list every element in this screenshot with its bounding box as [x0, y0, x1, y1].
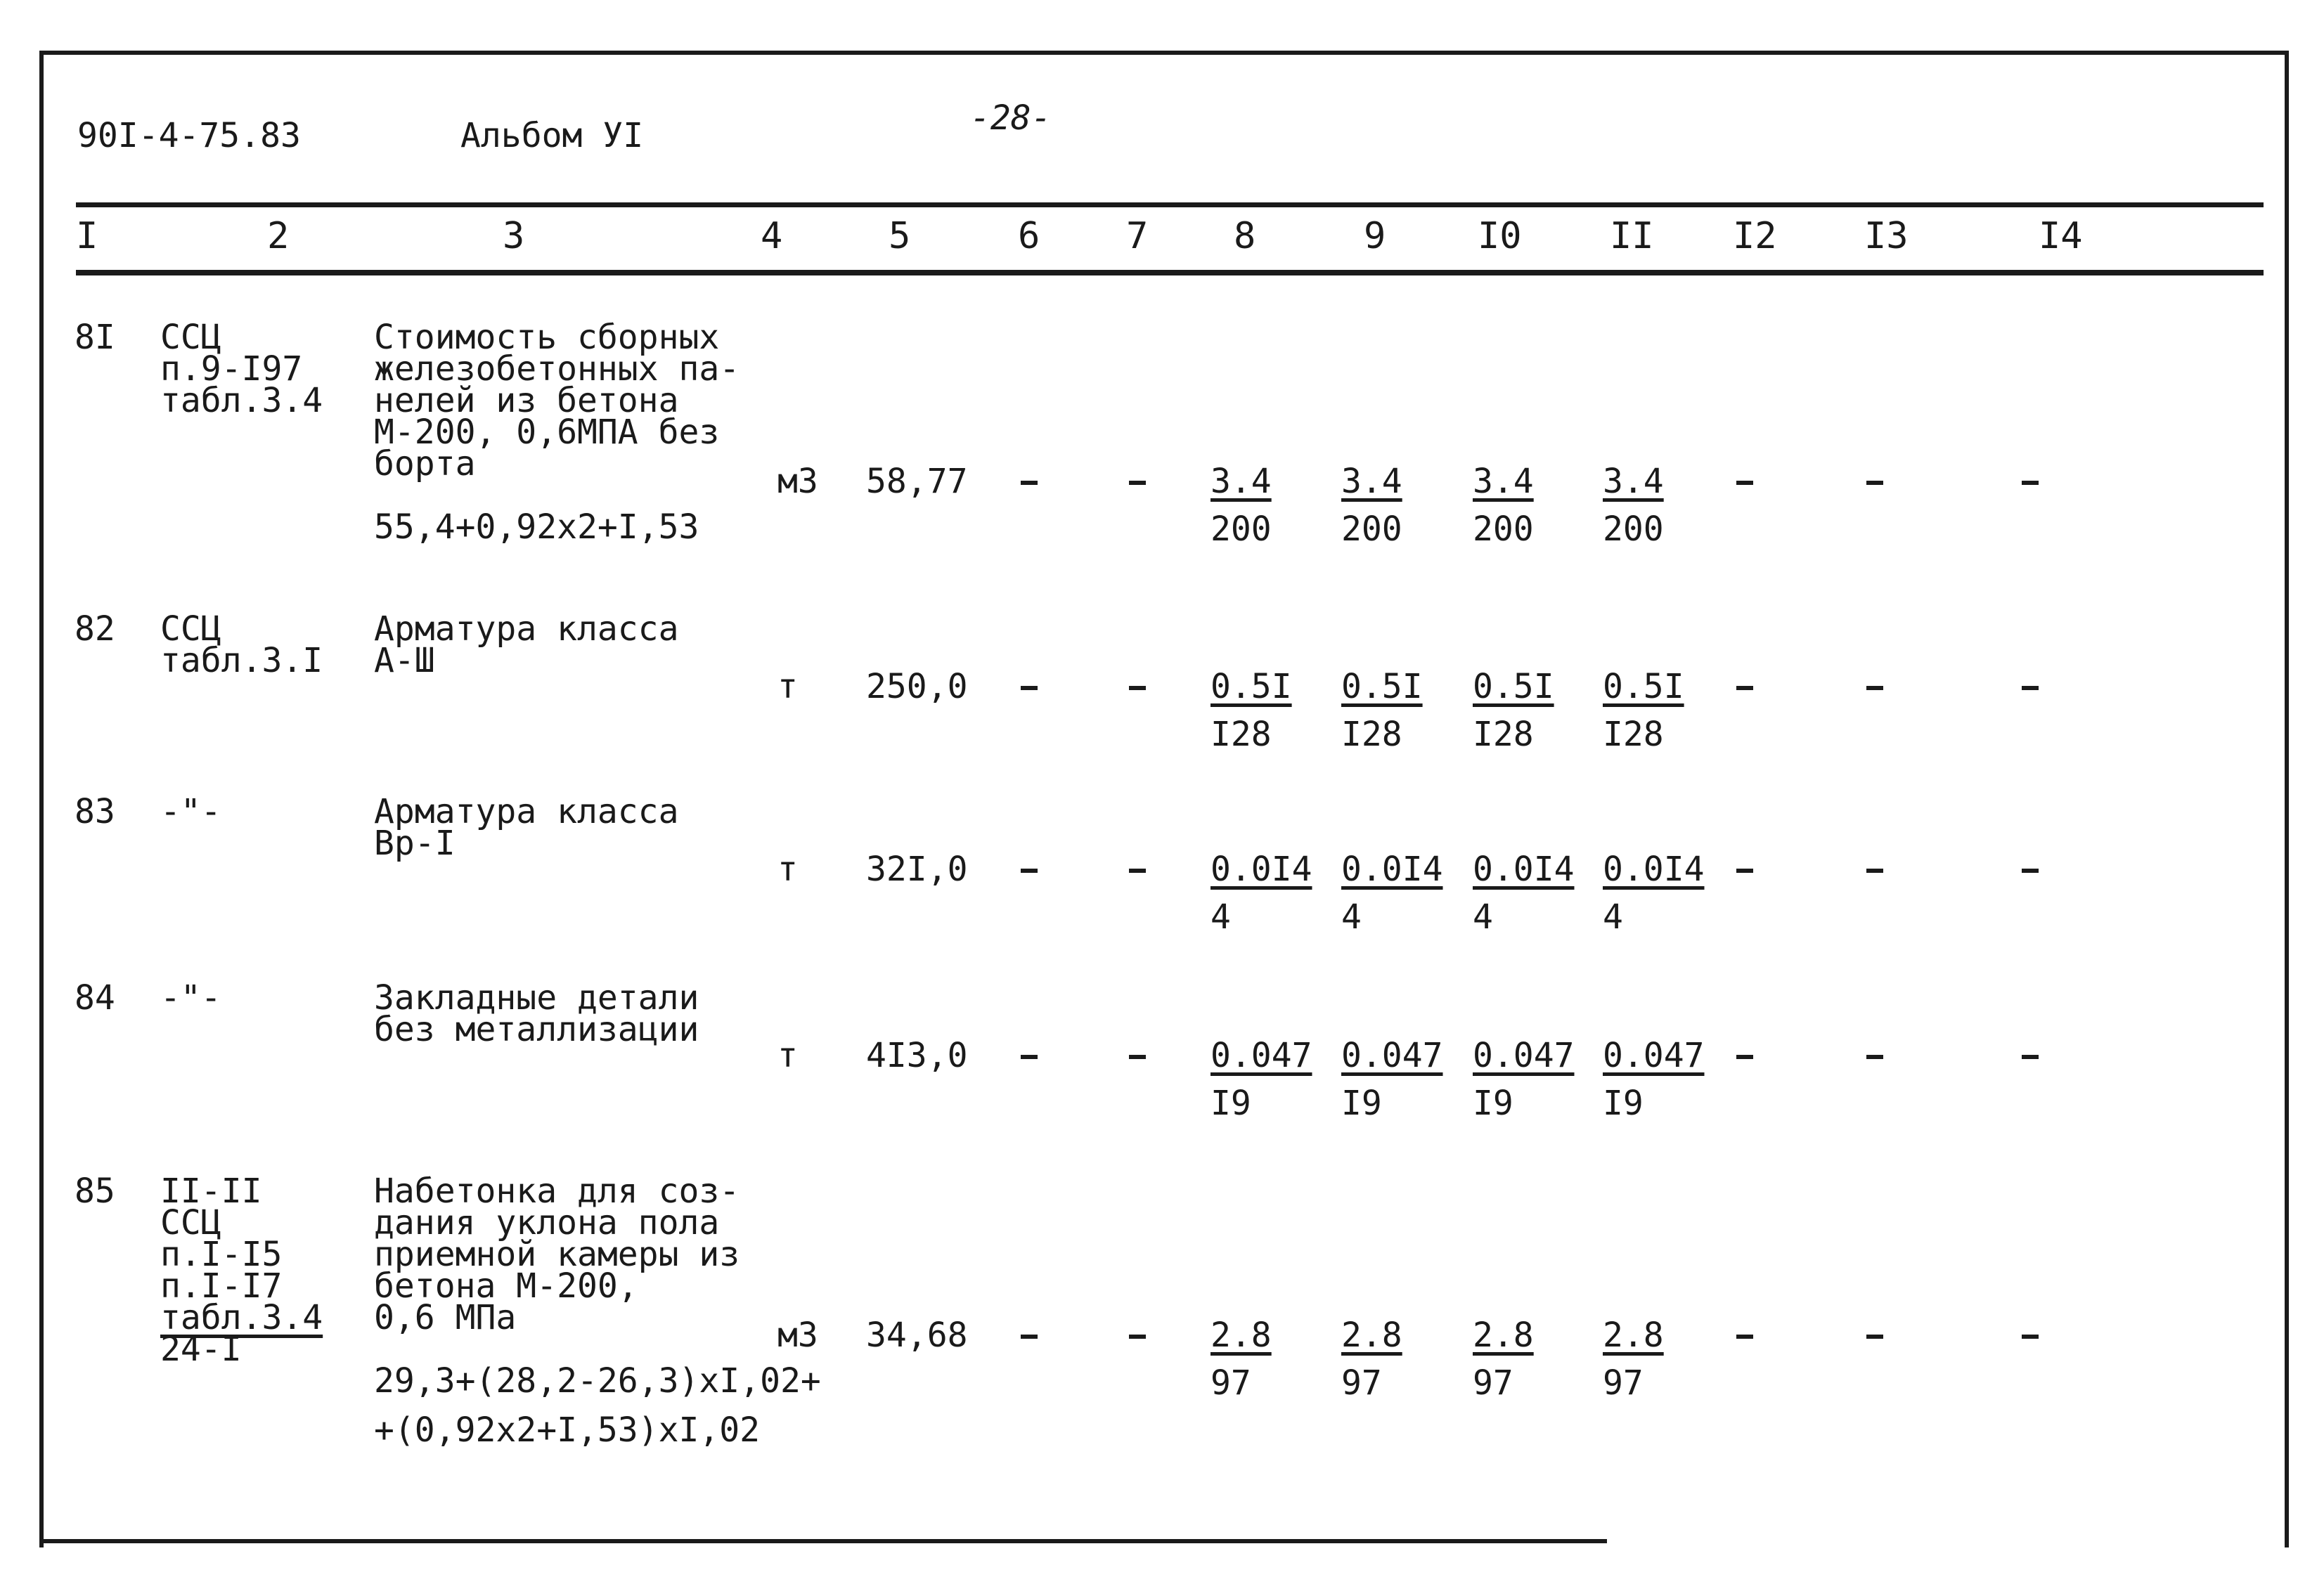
formula-line: 55,4+0,92x2+I,53 — [374, 507, 699, 547]
empty-cell-dash — [2022, 1055, 2039, 1059]
col-header-12: I2 — [1733, 215, 1777, 257]
price-cell: 4I3,0 — [866, 1036, 968, 1075]
value-bottom: I28 — [1473, 715, 1534, 754]
source-line: -"- — [160, 792, 221, 831]
empty-cell-dash — [1866, 686, 1883, 690]
source-line: 24-I — [160, 1330, 242, 1369]
value-top: 0.0I4 — [1473, 850, 1575, 889]
empty-cell-dash — [1021, 869, 1038, 873]
col-header-2: 2 — [267, 215, 290, 257]
value-top: 0.0I4 — [1603, 850, 1705, 889]
row-number: 8I — [75, 318, 115, 357]
value-top: 0.047 — [1603, 1036, 1705, 1075]
value-top: 3.4 — [1211, 462, 1272, 501]
col-header-6: 6 — [1018, 215, 1040, 257]
source-line: ССЦ — [160, 318, 221, 357]
value-bottom: I28 — [1341, 715, 1402, 754]
value-bottom: I9 — [1473, 1084, 1513, 1123]
unit-cell: т — [777, 1036, 798, 1075]
empty-cell-dash — [1736, 481, 1753, 485]
value-bottom: 4 — [1603, 897, 1623, 937]
album-label: Альбом УI — [460, 116, 644, 155]
col-header-3: 3 — [503, 215, 525, 257]
col-header-10: I0 — [1478, 215, 1522, 257]
source-line: табл.3.4 — [160, 1298, 323, 1337]
value-bottom: 4 — [1473, 897, 1493, 937]
value-bottom: 200 — [1473, 510, 1534, 549]
value-bottom: 200 — [1603, 510, 1664, 549]
empty-cell-dash — [1736, 869, 1753, 873]
value-top: 0.5I — [1603, 667, 1684, 706]
empty-cell-dash — [1736, 1335, 1753, 1339]
empty-cell-dash — [1866, 481, 1883, 485]
value-bottom: I28 — [1211, 715, 1272, 754]
col-header-8: 8 — [1234, 215, 1256, 257]
value-top: 3.4 — [1341, 462, 1402, 501]
unit-cell: м3 — [777, 462, 818, 501]
empty-cell-dash — [2022, 481, 2039, 485]
description-line: приемной камеры из — [374, 1235, 740, 1274]
value-bottom: 97 — [1341, 1363, 1382, 1403]
source-line: ССЦ — [160, 1203, 221, 1242]
source-line: -"- — [160, 978, 221, 1018]
value-top: 0.0I4 — [1211, 850, 1312, 889]
value-bottom: 97 — [1603, 1363, 1644, 1403]
value-bottom: 97 — [1211, 1363, 1251, 1403]
empty-cell-dash — [2022, 869, 2039, 873]
unit-cell: т — [777, 667, 798, 706]
description-line: борта — [374, 444, 476, 484]
value-top: 3.4 — [1603, 462, 1664, 501]
empty-cell-dash — [1866, 869, 1883, 873]
frame-bottom-line — [39, 1539, 1607, 1543]
description-line: нелей из бетона — [374, 381, 679, 420]
empty-cell-dash — [1021, 686, 1038, 690]
unit-cell: т — [777, 850, 798, 889]
value-bottom: 97 — [1473, 1363, 1513, 1403]
col-header-4: 4 — [761, 215, 783, 257]
source-line: п.I-I5 — [160, 1235, 283, 1274]
empty-cell-dash — [1021, 481, 1038, 485]
source-line: табл.3.4 — [160, 381, 323, 420]
description-line: Арматура класса — [374, 609, 679, 649]
description-line: А-Ш — [374, 641, 435, 680]
source-line: II-II — [160, 1172, 262, 1211]
value-bottom: 4 — [1211, 897, 1231, 937]
page-number: -28- — [970, 98, 1052, 138]
empty-cell-dash — [2022, 1335, 2039, 1339]
description-line: Закладные детали — [374, 978, 699, 1018]
value-top: 3.4 — [1473, 462, 1534, 501]
empty-cell-dash — [1021, 1335, 1038, 1339]
header-rule-bottom — [76, 270, 2264, 275]
source-line: п.9-I97 — [160, 349, 303, 389]
empty-cell-dash — [1129, 1055, 1146, 1059]
value-top: 0.047 — [1473, 1036, 1575, 1075]
empty-cell-dash — [1129, 686, 1146, 690]
value-top: 2.8 — [1603, 1316, 1664, 1355]
description-line: бетона М-200, — [374, 1266, 638, 1306]
empty-cell-dash — [1129, 481, 1146, 485]
row-number: 84 — [75, 978, 115, 1018]
value-bottom: I9 — [1211, 1084, 1251, 1123]
col-header-9: 9 — [1364, 215, 1386, 257]
value-top: 0.5I — [1341, 667, 1423, 706]
col-header-14: I4 — [2039, 215, 2083, 257]
col-header-5: 5 — [889, 215, 911, 257]
col-header-11: II — [1610, 215, 1654, 257]
price-cell: 34,68 — [866, 1316, 968, 1355]
description-line: дания уклона пола — [374, 1203, 720, 1242]
value-top: 0.047 — [1211, 1036, 1312, 1075]
description-line: Набетонка для соз- — [374, 1172, 740, 1211]
source-line: табл.3.I — [160, 641, 323, 680]
description-line: Стоимость сборных — [374, 318, 720, 357]
value-bottom: 200 — [1341, 510, 1402, 549]
description-line: железобетонных па- — [374, 349, 740, 389]
value-bottom: I9 — [1341, 1084, 1382, 1123]
col-header-13: I3 — [1864, 215, 1909, 257]
empty-cell-dash — [1866, 1335, 1883, 1339]
price-cell: 32I,0 — [866, 850, 968, 889]
source-line: ССЦ — [160, 609, 221, 649]
col-header-1: I — [76, 215, 98, 257]
value-top: 0.5I — [1473, 667, 1554, 706]
empty-cell-dash — [2022, 686, 2039, 690]
price-cell: 58,77 — [866, 462, 968, 501]
empty-cell-dash — [1129, 1335, 1146, 1339]
empty-cell-dash — [1736, 1055, 1753, 1059]
description-line: без металлизации — [374, 1010, 699, 1049]
value-top: 2.8 — [1341, 1316, 1402, 1355]
value-top: 2.8 — [1211, 1316, 1272, 1355]
row-number: 83 — [75, 792, 115, 831]
value-bottom: 4 — [1341, 897, 1362, 937]
empty-cell-dash — [1021, 1055, 1038, 1059]
source-line: п.I-I7 — [160, 1266, 283, 1306]
row-number: 85 — [75, 1172, 115, 1211]
value-bottom: I28 — [1603, 715, 1664, 754]
value-bottom: 200 — [1211, 510, 1272, 549]
value-top: 0.0I4 — [1341, 850, 1443, 889]
empty-cell-dash — [1866, 1055, 1883, 1059]
formula-line: 29,3+(28,2-26,3)xI,02+ — [374, 1361, 821, 1401]
description-line: Вр-I — [374, 824, 456, 863]
price-cell: 250,0 — [866, 667, 968, 706]
empty-cell-dash — [1129, 869, 1146, 873]
value-top: 2.8 — [1473, 1316, 1534, 1355]
unit-cell: м3 — [777, 1316, 818, 1355]
col-header-7: 7 — [1126, 215, 1149, 257]
header-rule-top — [76, 202, 2264, 207]
description-line: М-200, 0,6МПА без — [374, 413, 720, 452]
description-line: 0,6 МПа — [374, 1298, 517, 1337]
row-number: 82 — [75, 609, 115, 649]
doc-code: 90I-4-75.83 — [77, 116, 301, 155]
formula-line: +(0,92x2+I,53)xI,02 — [374, 1410, 761, 1450]
value-top: 0.047 — [1341, 1036, 1443, 1075]
empty-cell-dash — [1736, 686, 1753, 690]
description-line: Арматура класса — [374, 792, 679, 831]
value-bottom: I9 — [1603, 1084, 1644, 1123]
value-top: 0.5I — [1211, 667, 1292, 706]
